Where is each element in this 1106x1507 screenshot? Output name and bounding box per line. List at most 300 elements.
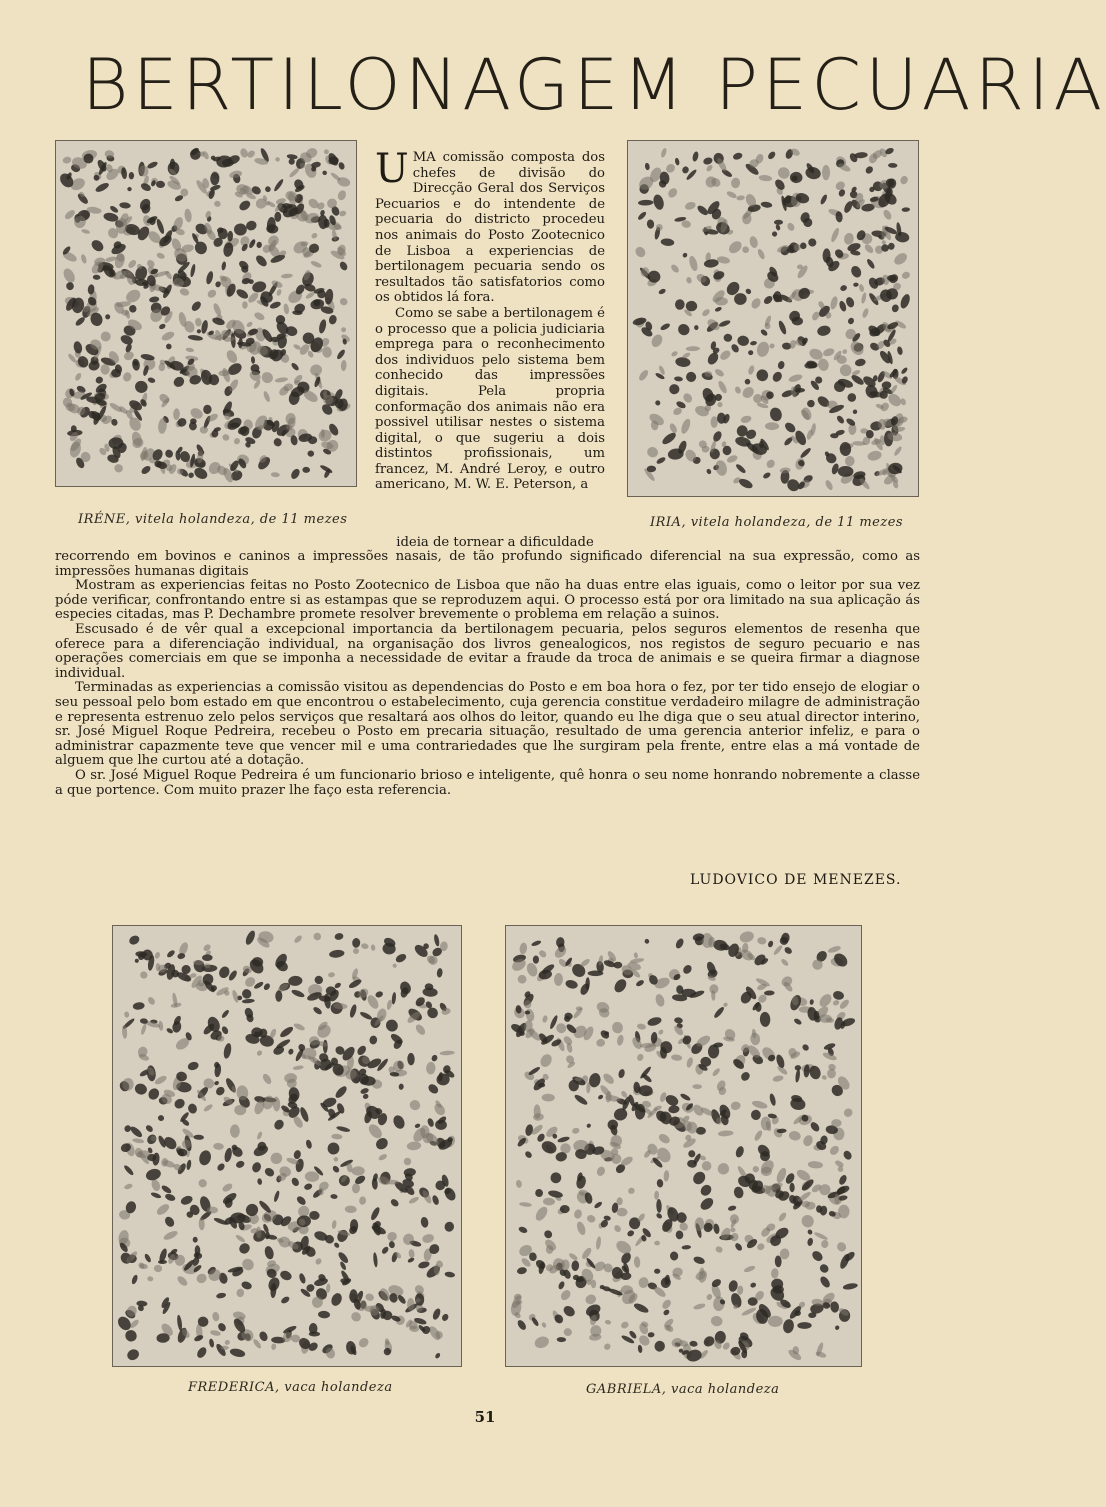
print-speckle bbox=[398, 1083, 404, 1090]
print-speckle bbox=[246, 321, 254, 328]
print-speckle bbox=[842, 348, 848, 354]
print-speckle bbox=[734, 293, 747, 305]
print-speckle bbox=[733, 1186, 745, 1200]
print-speckle bbox=[274, 212, 281, 222]
print-speckle bbox=[674, 1017, 683, 1024]
print-speckle bbox=[768, 343, 775, 350]
print-speckle bbox=[131, 1274, 139, 1285]
print-speckle bbox=[519, 1202, 532, 1207]
print-speckle bbox=[686, 276, 693, 284]
print-speckle bbox=[516, 1266, 527, 1275]
print-speckle bbox=[767, 150, 777, 160]
print-speckle bbox=[595, 1165, 606, 1177]
print-speckle bbox=[757, 936, 767, 945]
print-speckle bbox=[179, 287, 190, 297]
print-speckle bbox=[572, 1127, 581, 1134]
print-speckle bbox=[386, 999, 393, 1010]
print-speckle bbox=[81, 228, 91, 234]
nose-print-iria bbox=[627, 140, 919, 497]
print-speckle bbox=[710, 1315, 723, 1327]
print-speckle bbox=[646, 219, 654, 229]
print-speckle bbox=[318, 319, 327, 334]
print-speckle bbox=[813, 1231, 828, 1241]
drop-cap: U bbox=[375, 146, 409, 192]
print-speckle bbox=[779, 467, 790, 474]
print-speckle bbox=[156, 252, 166, 260]
print-speckle bbox=[685, 1057, 694, 1069]
print-speckle bbox=[187, 471, 195, 479]
print-speckle bbox=[196, 328, 202, 334]
print-speckle bbox=[444, 1221, 456, 1233]
print-speckle bbox=[680, 417, 693, 434]
print-speckle bbox=[359, 1196, 367, 1205]
print-speckle bbox=[637, 211, 648, 222]
print-speckle bbox=[535, 1189, 543, 1198]
print-speckle bbox=[435, 1119, 447, 1130]
print-speckle bbox=[829, 296, 839, 311]
print-speckle bbox=[821, 1075, 827, 1081]
print-speckle bbox=[842, 1149, 853, 1161]
print-speckle bbox=[717, 401, 723, 408]
print-speckle bbox=[240, 987, 253, 1000]
print-speckle bbox=[442, 1186, 457, 1203]
print-speckle bbox=[586, 1123, 592, 1129]
print-speckle bbox=[717, 380, 729, 395]
print-speckle bbox=[638, 1277, 649, 1289]
print-speckle bbox=[726, 454, 739, 464]
print-speckle bbox=[776, 165, 792, 181]
print-speckle bbox=[264, 185, 272, 193]
print-speckle bbox=[356, 1044, 368, 1057]
print-speckle bbox=[190, 300, 203, 313]
print-speckle bbox=[281, 273, 293, 279]
print-speckle bbox=[206, 288, 218, 299]
print-speckle bbox=[861, 308, 869, 319]
print-speckle bbox=[682, 252, 688, 258]
print-speckle bbox=[146, 1086, 161, 1101]
print-speckle bbox=[554, 1021, 568, 1035]
print-speckle bbox=[832, 999, 840, 1006]
print-speckle bbox=[756, 1242, 766, 1251]
print-speckle bbox=[334, 982, 342, 990]
print-speckle bbox=[714, 306, 722, 312]
print-speckle bbox=[538, 949, 548, 959]
print-speckle bbox=[807, 1237, 814, 1246]
print-speckle bbox=[730, 343, 740, 354]
print-speckle bbox=[436, 968, 443, 978]
print-speckle bbox=[714, 1245, 723, 1254]
print-speckle bbox=[193, 1135, 204, 1140]
print-speckle bbox=[223, 1147, 233, 1163]
print-speckle bbox=[674, 937, 685, 949]
print-speckle bbox=[554, 973, 563, 986]
print-speckle bbox=[734, 1242, 744, 1252]
print-speckle bbox=[647, 1332, 654, 1338]
print-speckle bbox=[748, 350, 753, 355]
print-speckle bbox=[336, 348, 347, 360]
print-speckle bbox=[321, 346, 332, 359]
print-speckle bbox=[760, 201, 772, 208]
print-speckle bbox=[771, 1268, 779, 1279]
print-speckle bbox=[864, 165, 874, 175]
print-speckle bbox=[848, 339, 866, 358]
print-speckle bbox=[154, 1264, 163, 1272]
print-speckle bbox=[542, 1015, 549, 1023]
print-speckle bbox=[834, 180, 846, 192]
print-speckle bbox=[591, 1280, 596, 1289]
print-speckle bbox=[748, 235, 758, 249]
print-speckle bbox=[280, 1295, 291, 1305]
print-speckle bbox=[414, 1023, 427, 1037]
print-speckle bbox=[129, 1125, 144, 1139]
print-speckle bbox=[657, 1132, 671, 1145]
print-speckle bbox=[694, 325, 699, 330]
print-speckle bbox=[235, 287, 250, 300]
print-speckle bbox=[334, 1084, 349, 1099]
print-speckle bbox=[519, 942, 528, 955]
print-speckle bbox=[708, 447, 721, 460]
print-speckle bbox=[638, 200, 654, 206]
print-speckle bbox=[307, 450, 314, 457]
print-speckle bbox=[613, 1224, 622, 1234]
print-speckle bbox=[863, 383, 880, 400]
print-speckle bbox=[327, 1141, 341, 1155]
print-speckle bbox=[236, 1288, 245, 1298]
print-speckle bbox=[729, 1231, 740, 1242]
print-speckle bbox=[313, 975, 324, 986]
print-speckle bbox=[831, 1119, 841, 1127]
print-speckle bbox=[213, 200, 221, 208]
print-speckle bbox=[128, 934, 141, 946]
print-speckle bbox=[122, 371, 133, 382]
print-speckle bbox=[140, 1023, 147, 1035]
print-speckle bbox=[329, 1291, 343, 1307]
print-speckle bbox=[834, 1325, 840, 1331]
print-speckle bbox=[656, 1199, 662, 1213]
print-speckle bbox=[271, 1343, 277, 1350]
caption-frederica: FREDERICA, vaca holandeza bbox=[188, 1380, 393, 1395]
print-speckle bbox=[425, 1005, 440, 1020]
print-speckle bbox=[263, 1245, 275, 1260]
print-speckle bbox=[276, 288, 283, 296]
print-speckle bbox=[309, 363, 324, 377]
print-speckle bbox=[194, 317, 202, 327]
print-speckle bbox=[711, 1067, 721, 1077]
print-speckle bbox=[357, 1336, 370, 1349]
print-speckle bbox=[109, 205, 119, 214]
print-speckle bbox=[221, 1009, 230, 1019]
print-speckle bbox=[202, 954, 213, 961]
print-speckle bbox=[251, 1161, 263, 1174]
nose-print-frederica-image bbox=[113, 926, 461, 1366]
print-speckle bbox=[786, 222, 796, 232]
print-speckle bbox=[754, 367, 770, 383]
print-speckle bbox=[73, 340, 84, 354]
print-speckle bbox=[712, 430, 724, 443]
print-speckle bbox=[221, 433, 230, 442]
print-speckle bbox=[212, 302, 223, 317]
print-speckle bbox=[636, 1053, 645, 1062]
print-speckle bbox=[164, 448, 175, 459]
print-speckle bbox=[160, 1184, 172, 1195]
print-speckle bbox=[766, 391, 774, 399]
print-speckle bbox=[661, 1298, 673, 1310]
print-speckle bbox=[257, 1178, 263, 1185]
print-speckle bbox=[349, 1310, 362, 1323]
print-speckle bbox=[705, 164, 713, 173]
print-speckle bbox=[849, 264, 863, 279]
print-speckle bbox=[654, 1269, 660, 1274]
print-speckle bbox=[756, 248, 765, 260]
article-body bbox=[55, 550, 920, 798]
nose-print-irene bbox=[55, 140, 357, 487]
print-speckle bbox=[140, 464, 152, 475]
print-speckle bbox=[323, 149, 329, 155]
print-speckle bbox=[737, 1285, 744, 1295]
print-speckle bbox=[663, 1170, 669, 1182]
print-speckle bbox=[802, 1134, 815, 1148]
print-speckle bbox=[173, 408, 180, 420]
print-speckle bbox=[562, 1304, 577, 1319]
print-speckle bbox=[144, 1167, 162, 1182]
print-speckle bbox=[788, 1130, 801, 1141]
print-speckle bbox=[143, 1253, 152, 1263]
print-speckle bbox=[136, 279, 148, 286]
print-speckle bbox=[147, 996, 157, 1006]
print-speckle bbox=[775, 224, 781, 231]
print-speckle bbox=[845, 296, 856, 309]
print-speckle bbox=[426, 1117, 435, 1127]
print-speckle bbox=[838, 466, 854, 477]
print-speckle bbox=[421, 1233, 435, 1244]
print-speckle bbox=[847, 317, 855, 326]
print-speckle bbox=[627, 1187, 636, 1195]
print-speckle bbox=[391, 992, 396, 1005]
print-speckle bbox=[407, 1053, 415, 1066]
print-speckle bbox=[734, 386, 742, 395]
print-speckle bbox=[234, 1105, 246, 1115]
caption-irene: IRÉNE, vitela holandeza, de 11 mezes bbox=[78, 512, 348, 527]
print-speckle bbox=[637, 369, 649, 383]
print-speckle bbox=[213, 1143, 224, 1151]
print-speckle bbox=[233, 437, 241, 446]
print-speckle bbox=[190, 264, 197, 278]
print-speckle bbox=[821, 1239, 829, 1248]
print-speckle bbox=[611, 1021, 624, 1035]
print-speckle bbox=[568, 1252, 579, 1261]
print-speckle bbox=[830, 227, 841, 243]
print-speckle bbox=[900, 366, 908, 374]
paragraph-4: Escusado é de vêr qual a excepcional importancia da bertilonagem pecuaria, pelos seguros elementos de resenha que oferece para a diferenciação individual, na organisação dos livros genealogicos, nos registos de seguro pecuario e nas operações comerciais em que se imponha a necessidade de evitar a fraude da troca de animais e se queira firmar a diagnose individual. bbox=[55, 621, 920, 681]
print-speckle bbox=[185, 347, 194, 353]
print-speckle bbox=[210, 1329, 222, 1336]
print-speckle bbox=[150, 1178, 162, 1192]
print-speckle bbox=[352, 938, 361, 948]
print-speckle bbox=[612, 1107, 629, 1123]
nose-print-irene-image bbox=[56, 141, 356, 486]
print-speckle bbox=[291, 988, 306, 998]
print-speckle bbox=[434, 1352, 441, 1359]
print-speckle bbox=[258, 1330, 269, 1342]
print-speckle bbox=[596, 1038, 606, 1047]
print-speckle bbox=[163, 1215, 176, 1229]
print-speckle bbox=[232, 1310, 247, 1321]
print-speckle bbox=[822, 165, 830, 180]
print-speckle bbox=[838, 998, 850, 1010]
print-speckle bbox=[881, 239, 886, 245]
print-speckle bbox=[289, 467, 301, 480]
intro-column bbox=[375, 146, 605, 493]
print-speckle bbox=[262, 390, 271, 403]
print-speckle bbox=[525, 1011, 530, 1015]
print-speckle bbox=[340, 326, 347, 333]
print-speckle bbox=[744, 378, 752, 386]
print-speckle bbox=[722, 446, 731, 456]
print-speckle bbox=[736, 195, 745, 201]
print-speckle bbox=[93, 274, 101, 280]
print-speckle bbox=[900, 398, 907, 406]
print-speckle bbox=[696, 204, 710, 217]
print-speckle bbox=[173, 1097, 187, 1111]
print-speckle bbox=[538, 1052, 554, 1069]
print-speckle bbox=[525, 1008, 536, 1022]
print-speckle bbox=[758, 174, 772, 181]
print-speckle bbox=[747, 365, 755, 376]
print-speckle bbox=[557, 1337, 566, 1342]
print-speckle bbox=[800, 406, 813, 421]
print-speckle bbox=[139, 970, 149, 980]
print-speckle bbox=[105, 314, 111, 320]
print-speckle bbox=[515, 1180, 522, 1189]
print-speckle bbox=[559, 1288, 572, 1302]
print-speckle bbox=[147, 377, 156, 384]
print-speckle bbox=[693, 1302, 706, 1310]
print-speckle bbox=[384, 1017, 401, 1034]
print-speckle bbox=[524, 1124, 534, 1137]
paragraph-3: Mostram as experiencias feitas no Posto Zootecnico de Lisboa que não ha duas entre elas iguais, como o leitor por sua vez póde verificar, confrontando entre si as estampas que se reproduzem aqui. O processo está por ora limitado na sua aplicação ás especies citadas, mas P. Dechambre promete resolver brevemente o problema em relação a suinos. bbox=[55, 578, 920, 623]
print-speckle bbox=[659, 322, 671, 331]
print-speckle bbox=[613, 962, 622, 969]
print-speckle bbox=[790, 172, 803, 184]
print-speckle bbox=[221, 1025, 230, 1035]
print-speckle bbox=[328, 314, 338, 325]
print-speckle bbox=[256, 1049, 263, 1056]
print-speckle bbox=[147, 1276, 154, 1282]
print-speckle bbox=[94, 375, 104, 385]
print-speckle bbox=[293, 1022, 306, 1032]
print-speckle bbox=[670, 263, 681, 274]
print-speckle bbox=[899, 175, 909, 186]
print-speckle bbox=[330, 1194, 338, 1200]
print-speckle bbox=[828, 1144, 841, 1157]
print-speckle bbox=[728, 1279, 739, 1292]
nose-print-gabriela bbox=[505, 925, 862, 1367]
print-speckle bbox=[408, 1196, 420, 1205]
print-speckle bbox=[633, 1302, 650, 1315]
print-speckle bbox=[352, 948, 359, 955]
print-speckle bbox=[113, 463, 124, 473]
print-speckle bbox=[359, 1011, 373, 1022]
print-speckle bbox=[528, 1066, 541, 1077]
print-speckle bbox=[682, 392, 694, 405]
print-speckle bbox=[750, 1282, 757, 1289]
print-speckle bbox=[271, 472, 280, 478]
print-speckle bbox=[662, 1308, 670, 1316]
print-speckle bbox=[235, 1234, 246, 1244]
print-speckle bbox=[361, 943, 370, 950]
print-speckle bbox=[768, 1316, 783, 1327]
print-speckle bbox=[138, 197, 153, 212]
print-speckle bbox=[734, 1145, 745, 1158]
print-speckle bbox=[220, 1346, 228, 1350]
print-speckle bbox=[198, 1149, 213, 1167]
print-speckle bbox=[533, 955, 539, 963]
print-speckle bbox=[604, 1319, 611, 1325]
print-speckle bbox=[200, 426, 208, 434]
print-speckle bbox=[838, 1174, 848, 1186]
print-speckle bbox=[620, 1320, 630, 1329]
print-speckle bbox=[777, 320, 787, 336]
print-speckle bbox=[214, 1085, 226, 1097]
print-speckle bbox=[718, 1130, 734, 1137]
print-speckle bbox=[386, 1230, 398, 1242]
print-speckle bbox=[760, 1012, 771, 1028]
print-speckle bbox=[524, 1150, 533, 1159]
print-speckle bbox=[203, 405, 212, 415]
print-speckle bbox=[571, 1260, 579, 1271]
print-speckle bbox=[543, 1198, 555, 1206]
print-speckle bbox=[155, 1202, 171, 1217]
print-speckle bbox=[290, 1176, 300, 1187]
print-speckle bbox=[735, 463, 747, 475]
print-speckle bbox=[216, 1292, 227, 1299]
print-speckle bbox=[431, 1194, 440, 1205]
print-speckle bbox=[251, 356, 256, 364]
print-speckle bbox=[593, 1201, 603, 1210]
print-speckle bbox=[586, 1214, 597, 1224]
print-speckle bbox=[674, 376, 683, 382]
print-speckle bbox=[260, 370, 275, 385]
print-speckle bbox=[799, 447, 812, 460]
print-speckle bbox=[146, 259, 157, 270]
print-speckle bbox=[809, 1120, 821, 1133]
page-number: 51 bbox=[474, 1408, 496, 1426]
print-speckle bbox=[557, 1280, 565, 1290]
print-speckle bbox=[176, 1315, 183, 1331]
print-speckle bbox=[119, 202, 131, 209]
print-speckle bbox=[633, 952, 638, 959]
print-speckle bbox=[807, 1229, 814, 1236]
print-speckle bbox=[269, 1151, 284, 1166]
print-speckle bbox=[842, 1282, 858, 1290]
print-speckle bbox=[681, 1034, 693, 1046]
print-speckle bbox=[653, 1340, 666, 1353]
print-speckle bbox=[145, 1124, 155, 1133]
print-speckle bbox=[240, 1280, 253, 1291]
print-speckle bbox=[274, 156, 280, 162]
print-speckle bbox=[745, 288, 753, 296]
print-speckle bbox=[595, 1236, 601, 1250]
caption-iria: IRIA, vitela holandeza, de 11 mezes bbox=[650, 515, 904, 530]
print-speckle bbox=[133, 1082, 148, 1096]
print-speckle bbox=[224, 1339, 231, 1346]
print-speckle bbox=[381, 1246, 390, 1255]
print-speckle bbox=[573, 1209, 582, 1220]
print-speckle bbox=[801, 1043, 810, 1052]
print-speckle bbox=[822, 347, 835, 357]
print-speckle bbox=[612, 977, 629, 995]
print-speckle bbox=[681, 1245, 691, 1250]
